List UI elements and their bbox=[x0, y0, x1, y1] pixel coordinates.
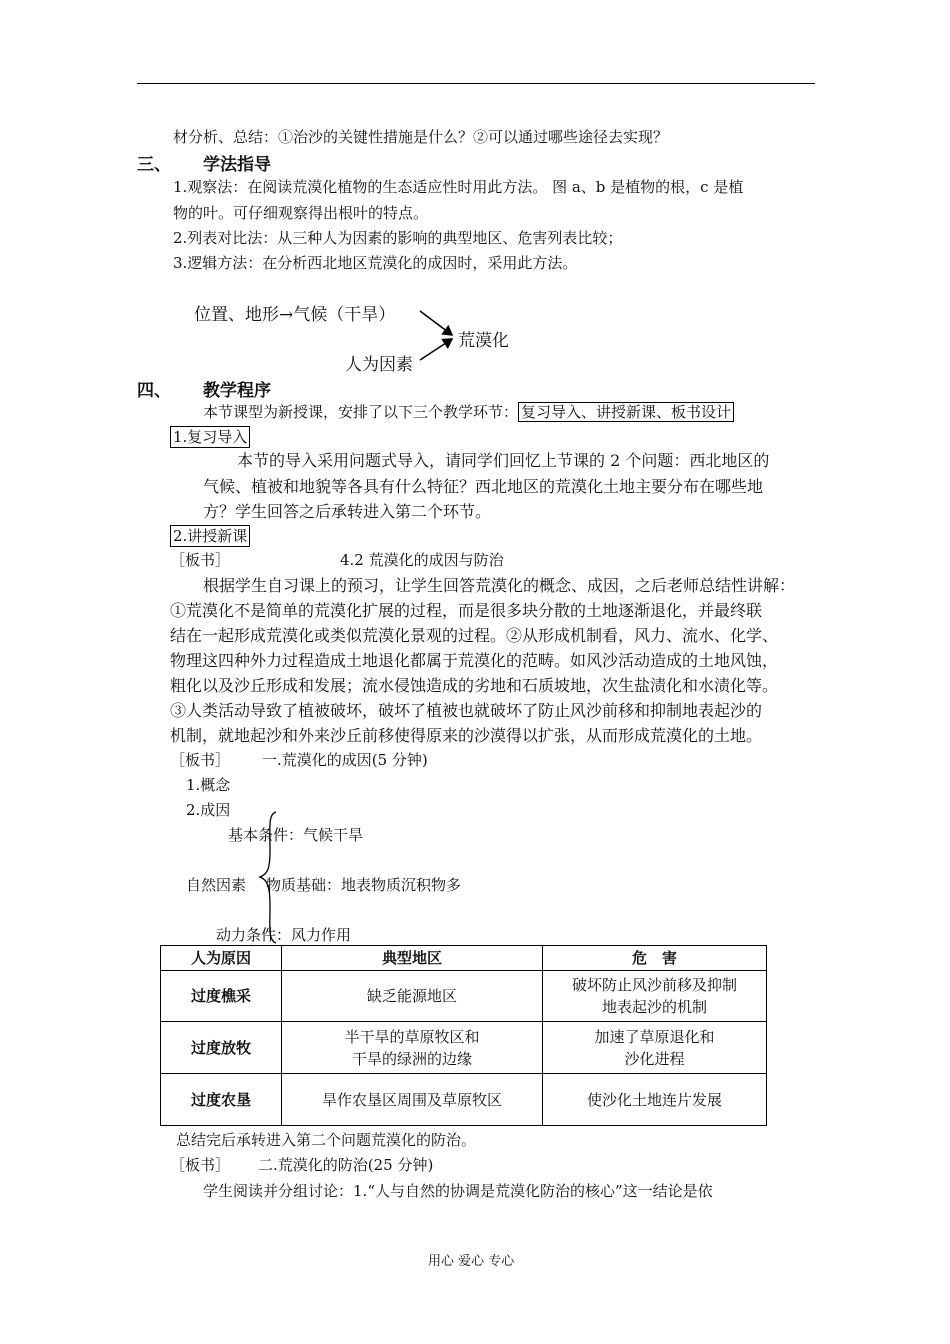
natural-power: 动力条件：风力作用 bbox=[216, 926, 352, 944]
board-title: 二.荒漠化的防治(25 分钟) bbox=[258, 1156, 434, 1174]
table-header: 典型地区 bbox=[282, 946, 543, 971]
step-label: 1.复习导入 bbox=[170, 426, 250, 448]
row-harm bbox=[543, 1074, 767, 1126]
diagram-top: 位置、地形→气候（干旱） bbox=[194, 305, 396, 325]
cell-line: 地表起沙的机制 bbox=[601, 998, 707, 1016]
diagram-arrows bbox=[418, 305, 460, 365]
table-row bbox=[161, 971, 767, 1022]
cell-line: 缺乏能源地区 bbox=[366, 987, 457, 1005]
section-title: 教学程序 bbox=[203, 381, 271, 401]
causes-table bbox=[160, 945, 767, 1126]
row-area bbox=[282, 971, 543, 1022]
step-text: 方？学生回答之后承转进入第二个环节。 bbox=[203, 502, 492, 521]
natural-group: 自然因素 bbox=[186, 876, 247, 894]
section-title: 学法指导 bbox=[203, 155, 271, 175]
natural-material: 物质基础：地表物质沉积物多 bbox=[266, 876, 462, 894]
board-tag: ［板书］ bbox=[170, 551, 231, 569]
row-area bbox=[282, 1022, 543, 1074]
step-label: 2.讲授新课 bbox=[170, 525, 250, 547]
method-line: 3.逻辑方法：在分析西北地区荒漠化的成因时，采用此方法。 bbox=[173, 254, 578, 272]
method-line: 2.列表对比法：从三种人为因素的影响的典型地区、危害列表比较； bbox=[173, 229, 623, 247]
board-tag: ［板书］ bbox=[170, 751, 231, 769]
section-number: 三、 bbox=[137, 155, 171, 175]
intro-lead: 本节课型为新授课，安排了以下三个教学环节： bbox=[203, 403, 519, 421]
arrow-line bbox=[420, 339, 452, 360]
natural-basic: 基本条件：气候干旱 bbox=[228, 826, 364, 844]
lecture-line: 机制，就地起沙和外来沙丘前移使得原来的沙漠得以扩张，从而形成荒漠化的土地。 bbox=[170, 726, 763, 745]
lecture-line: 结在一起形成荒漠化或类似荒漠化景观的过程。②从形成机制看，风力、流水、化学、 bbox=[170, 626, 779, 645]
cell-line: 加速了草原退化和 bbox=[594, 1027, 715, 1046]
table-header: 人为原因 bbox=[161, 946, 282, 971]
intro-boxed: 复习导入、讲授新课、板书设计 bbox=[518, 402, 734, 422]
lecture-line: 粗化以及沙丘形成和发展；流水侵蚀造成的劣地和石质坡地，次生盐渍化和水渍化等。 bbox=[170, 676, 779, 695]
page-footer: 用心 爱心 专心 bbox=[428, 1254, 515, 1269]
cell-line: 旱作农垦区周围及草原牧区 bbox=[321, 1090, 502, 1109]
lecture-line: ①荒漠化不是简单的荒漠化扩展的过程，而是很多块分散的土地逐渐退化，并最终联 bbox=[170, 601, 763, 620]
cell-line: 破坏防止风沙前移及抑制 bbox=[571, 976, 737, 994]
step-text: 气候、植被和地貌等各具有什么特征？西北地区的荒漠化土地主要分布在哪些地 bbox=[203, 477, 764, 496]
row-cause: 过度樵采 bbox=[161, 971, 282, 1022]
row-harm bbox=[543, 971, 767, 1022]
table-row bbox=[161, 1074, 767, 1126]
row-area bbox=[282, 1074, 543, 1126]
table-header-row bbox=[161, 946, 767, 971]
outline-item: 2.成因 bbox=[186, 801, 231, 819]
outline-item: 1.概念 bbox=[186, 776, 231, 794]
method-line: 物的叶。可仔细观察得出根叶的特点。 bbox=[173, 204, 429, 222]
lecture-line: 根据学生自习课上的预习，让学生回答荒漠化的概念、成因，之后老师总结性讲解： bbox=[203, 576, 796, 595]
diagram-result: 荒漠化 bbox=[458, 331, 509, 351]
table-header: 危 害 bbox=[543, 946, 767, 971]
board-tag: ［板书］ bbox=[170, 1156, 231, 1174]
diagram-bottom: 人为因素 bbox=[345, 355, 413, 375]
table-row bbox=[161, 1022, 767, 1074]
row-cause: 过度农垦 bbox=[161, 1074, 282, 1126]
board-title: 4.2 荒漠化的成因与防治 bbox=[340, 551, 504, 569]
cell-line: 使沙化土地连片发展 bbox=[586, 1090, 722, 1109]
section-number: 四、 bbox=[137, 381, 171, 401]
cell-line: 半干旱的草原牧区和 bbox=[344, 1027, 480, 1046]
method-line: 1.观察法：在阅读荒漠化植物的生态适应性时用此方法。 图 a、b 是植物的根，c 是植 bbox=[173, 178, 744, 196]
brace-icon bbox=[254, 810, 284, 945]
step-text: 本节的导入采用问题式导入，请同学们回忆上节课的 2 个问题：西北地区的 bbox=[237, 451, 770, 470]
row-harm bbox=[543, 1022, 767, 1074]
discussion-line: 学生阅读并分组讨论：1.“人与自然的协调是荒漠化防治的核心”这一结论是依 bbox=[203, 1182, 713, 1200]
lecture-line: ③人类活动导致了植被破坏，破坏了植被也就破坏了防止风沙前移和抑制地表起沙的 bbox=[170, 701, 763, 720]
intro-text bbox=[203, 402, 734, 422]
arrow-line bbox=[420, 311, 452, 335]
summary-line: 总结完后承转进入第二个问题荒漠化的防治。 bbox=[176, 1131, 477, 1149]
lecture-line: 物理这四种外力过程造成土地退化都属于荒漠化的范畴。如风沙活动造成的土地风蚀， bbox=[170, 651, 779, 670]
header-rule bbox=[137, 83, 815, 84]
row-cause: 过度放牧 bbox=[161, 1022, 282, 1074]
board-title: 一.荒漠化的成因(5 分钟) bbox=[262, 751, 428, 769]
cell-line: 沙化进程 bbox=[624, 1049, 685, 1068]
text-line: 材分析、总结：①治沙的关键性措施是什么？②可以通过哪些途径去实现？ bbox=[173, 128, 669, 146]
cell-line: 干旱的绿洲的边缘 bbox=[351, 1049, 472, 1068]
